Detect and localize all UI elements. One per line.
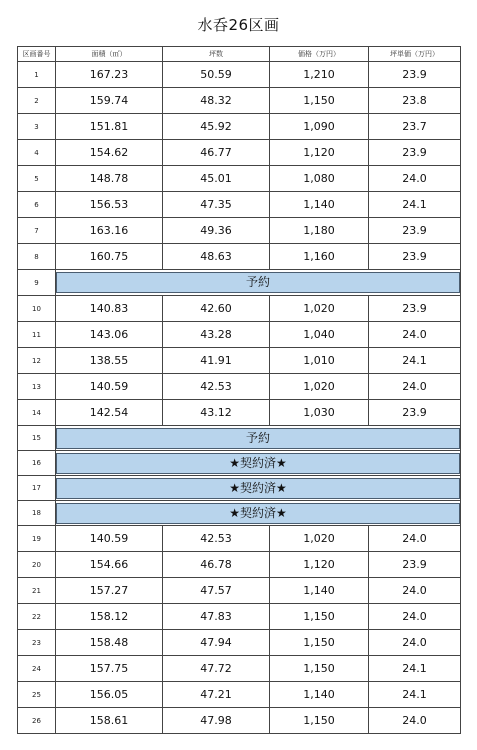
table-row [18, 322, 461, 348]
unit-price-cell: 24.1 [369, 682, 461, 708]
table-row [18, 656, 461, 682]
table-row-status [18, 270, 461, 296]
price-cell: 1,140 [270, 682, 369, 708]
unit-price-cell: 24.0 [369, 604, 461, 630]
table-row-status [18, 451, 461, 476]
tsubo-cell: 49.36 [163, 218, 270, 244]
price-cell: 1,150 [270, 708, 369, 734]
status-cell [56, 426, 461, 451]
lot-number: 16 [18, 451, 56, 476]
area-cell: 158.61 [56, 708, 163, 734]
lot-number: 14 [18, 400, 56, 426]
lot-number: 15 [18, 426, 56, 451]
status-badge: ★契約済★ [56, 478, 460, 499]
table-row [18, 114, 461, 140]
tsubo-cell: 47.98 [163, 708, 270, 734]
area-cell: 156.53 [56, 192, 163, 218]
header-unit-price: 坪単価（万円） [369, 47, 461, 62]
status-badge: ★契約済★ [56, 453, 460, 474]
price-cell: 1,090 [270, 114, 369, 140]
tsubo-cell: 42.53 [163, 526, 270, 552]
tsubo-cell: 47.57 [163, 578, 270, 604]
unit-price-cell: 23.9 [369, 400, 461, 426]
price-cell: 1,030 [270, 400, 369, 426]
area-cell: 142.54 [56, 400, 163, 426]
unit-price-cell: 24.0 [369, 708, 461, 734]
price-cell: 1,080 [270, 166, 369, 192]
price-cell: 1,010 [270, 348, 369, 374]
unit-price-cell: 23.7 [369, 114, 461, 140]
tsubo-cell: 50.59 [163, 62, 270, 88]
area-cell: 138.55 [56, 348, 163, 374]
page-title: 水呑26区画 [197, 16, 280, 34]
price-cell: 1,020 [270, 374, 369, 400]
status-cell [56, 501, 461, 526]
tsubo-cell: 47.94 [163, 630, 270, 656]
price-cell: 1,150 [270, 630, 369, 656]
unit-price-cell: 23.8 [369, 88, 461, 114]
table-row [18, 374, 461, 400]
price-cell: 1,180 [270, 218, 369, 244]
unit-price-cell: 23.9 [369, 552, 461, 578]
table-row-status [18, 426, 461, 451]
lot-number: 19 [18, 526, 56, 552]
table-body [18, 62, 461, 734]
area-cell: 151.81 [56, 114, 163, 140]
lot-number: 5 [18, 166, 56, 192]
table-row-status [18, 476, 461, 501]
table-row [18, 88, 461, 114]
price-cell: 1,150 [270, 656, 369, 682]
lot-number: 6 [18, 192, 56, 218]
table-row [18, 682, 461, 708]
unit-price-cell: 24.1 [369, 656, 461, 682]
price-cell: 1,150 [270, 604, 369, 630]
unit-price-cell: 24.1 [369, 348, 461, 374]
table-row [18, 218, 461, 244]
lot-number: 9 [18, 270, 56, 296]
lot-number: 20 [18, 552, 56, 578]
tsubo-cell: 47.21 [163, 682, 270, 708]
area-cell: 157.27 [56, 578, 163, 604]
tsubo-cell: 46.77 [163, 140, 270, 166]
lot-number: 18 [18, 501, 56, 526]
tsubo-cell: 42.53 [163, 374, 270, 400]
lot-number: 24 [18, 656, 56, 682]
unit-price-cell: 23.9 [369, 140, 461, 166]
price-cell: 1,020 [270, 526, 369, 552]
area-cell: 160.75 [56, 244, 163, 270]
status-badge: 予約 [56, 428, 460, 449]
price-cell: 1,160 [270, 244, 369, 270]
table-row [18, 244, 461, 270]
lot-number: 7 [18, 218, 56, 244]
price-cell: 1,020 [270, 296, 369, 322]
lot-number: 8 [18, 244, 56, 270]
price-cell: 1,040 [270, 322, 369, 348]
area-cell: 148.78 [56, 166, 163, 192]
tsubo-cell: 45.92 [163, 114, 270, 140]
unit-price-cell: 23.9 [369, 244, 461, 270]
table-row [18, 708, 461, 734]
header-lot-number: 区画番号 [18, 47, 56, 62]
lot-number: 21 [18, 578, 56, 604]
table-row-status [18, 501, 461, 526]
area-cell: 154.66 [56, 552, 163, 578]
table-row [18, 630, 461, 656]
tsubo-cell: 48.32 [163, 88, 270, 114]
area-cell: 156.05 [56, 682, 163, 708]
tsubo-cell: 47.72 [163, 656, 270, 682]
lot-number: 2 [18, 88, 56, 114]
price-cell: 1,140 [270, 192, 369, 218]
lot-number: 12 [18, 348, 56, 374]
area-cell: 143.06 [56, 322, 163, 348]
table-row [18, 296, 461, 322]
tsubo-cell: 42.60 [163, 296, 270, 322]
status-badge: ★契約済★ [56, 503, 460, 524]
status-cell [56, 451, 461, 476]
price-cell: 1,120 [270, 140, 369, 166]
unit-price-cell: 24.0 [369, 526, 461, 552]
status-cell [56, 476, 461, 501]
area-cell: 167.23 [56, 62, 163, 88]
lot-number: 10 [18, 296, 56, 322]
area-cell: 154.62 [56, 140, 163, 166]
lot-number: 3 [18, 114, 56, 140]
status-badge: 予約 [56, 272, 460, 293]
unit-price-cell: 24.0 [369, 630, 461, 656]
lot-price-table [17, 46, 461, 734]
unit-price-cell: 23.9 [369, 296, 461, 322]
lot-number: 17 [18, 476, 56, 501]
table-row [18, 166, 461, 192]
tsubo-cell: 47.83 [163, 604, 270, 630]
tsubo-cell: 45.01 [163, 166, 270, 192]
table-row [18, 62, 461, 88]
lot-number: 26 [18, 708, 56, 734]
price-cell: 1,140 [270, 578, 369, 604]
price-cell: 1,120 [270, 552, 369, 578]
table-row [18, 604, 461, 630]
table-header-row [18, 47, 461, 62]
table-row [18, 192, 461, 218]
price-cell: 1,150 [270, 88, 369, 114]
tsubo-cell: 43.12 [163, 400, 270, 426]
unit-price-cell: 23.9 [369, 218, 461, 244]
area-cell: 140.59 [56, 526, 163, 552]
area-cell: 163.16 [56, 218, 163, 244]
table-row [18, 348, 461, 374]
tsubo-cell: 41.91 [163, 348, 270, 374]
table-row [18, 526, 461, 552]
unit-price-cell: 24.0 [369, 322, 461, 348]
unit-price-cell: 23.9 [369, 62, 461, 88]
unit-price-cell: 24.0 [369, 374, 461, 400]
header-price: 価格（万円） [270, 47, 369, 62]
area-cell: 140.83 [56, 296, 163, 322]
area-cell: 158.48 [56, 630, 163, 656]
lot-number: 25 [18, 682, 56, 708]
table-row [18, 400, 461, 426]
unit-price-cell: 24.0 [369, 166, 461, 192]
area-cell: 140.59 [56, 374, 163, 400]
area-cell: 158.12 [56, 604, 163, 630]
header-area: 面積（㎡） [56, 47, 163, 62]
tsubo-cell: 47.35 [163, 192, 270, 218]
lot-number: 4 [18, 140, 56, 166]
lot-number: 11 [18, 322, 56, 348]
unit-price-cell: 24.1 [369, 192, 461, 218]
header-tsubo: 坪数 [163, 47, 270, 62]
tsubo-cell: 46.78 [163, 552, 270, 578]
lot-number: 22 [18, 604, 56, 630]
tsubo-cell: 48.63 [163, 244, 270, 270]
table-row [18, 140, 461, 166]
lot-number: 13 [18, 374, 56, 400]
lot-number: 23 [18, 630, 56, 656]
price-cell: 1,210 [270, 62, 369, 88]
unit-price-cell: 24.0 [369, 578, 461, 604]
tsubo-cell: 43.28 [163, 322, 270, 348]
area-cell: 157.75 [56, 656, 163, 682]
area-cell: 159.74 [56, 88, 163, 114]
lot-number: 1 [18, 62, 56, 88]
status-cell [56, 270, 461, 296]
table-row [18, 552, 461, 578]
table-row [18, 578, 461, 604]
